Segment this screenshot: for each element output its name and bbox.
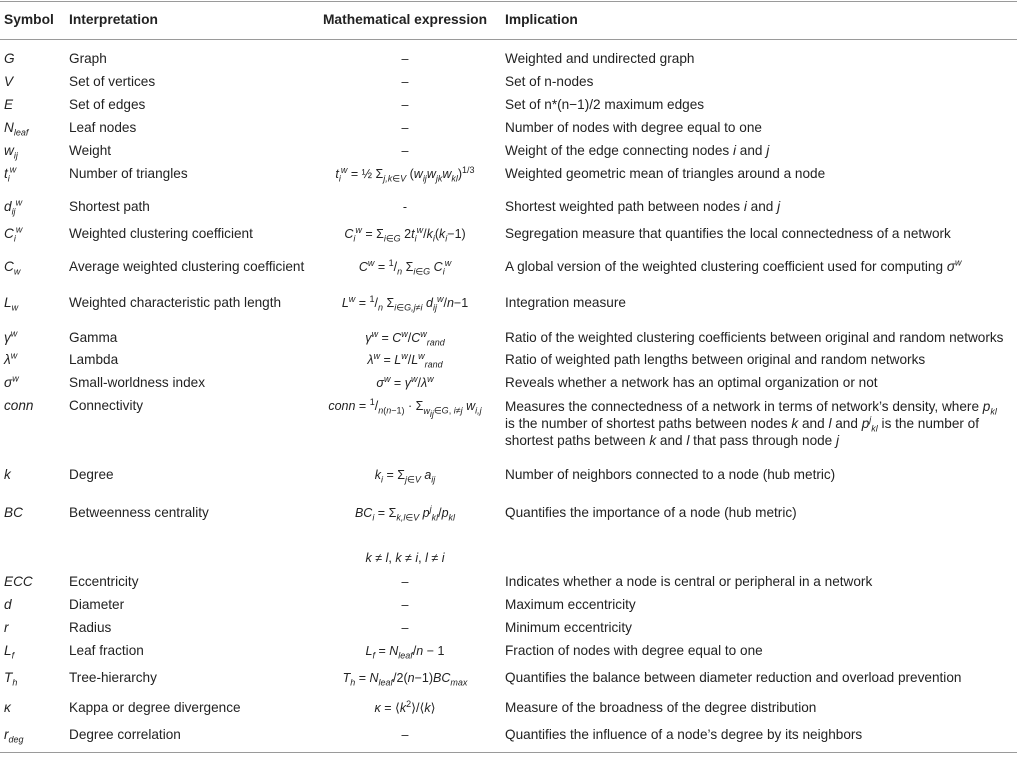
symbol-cell: $C_w$ bbox=[4, 259, 21, 277]
implication-cell: Number of nodes with degree equal to one bbox=[505, 120, 762, 135]
expression-conditions: k ≠ l, k ≠ i, l ≠ i bbox=[365, 551, 445, 565]
expression-cell: – bbox=[401, 121, 409, 135]
expression-cell: $C_i^w = \Sigma_{i\in G}$ $2t_i^w/k_i(k_i-1)$ bbox=[344, 224, 466, 244]
interpretation-cell: Degree bbox=[69, 467, 114, 482]
symbol-cell: r bbox=[4, 620, 9, 635]
interpretation-cell: Connectivity bbox=[69, 398, 144, 413]
interpretation-cell: Number of triangles bbox=[69, 166, 188, 181]
expression-cell: $k_i = \Sigma_{j\in V}$ $a_{ij}$ bbox=[374, 468, 436, 485]
symbol-cell: conn bbox=[4, 398, 34, 413]
symbol-cell: $N_{leaf}$ bbox=[4, 120, 29, 138]
implication-cell: Quantifies the influence of a node’s degree by its neighbors bbox=[505, 727, 863, 742]
symbol-cell: $\sigma^w$ bbox=[4, 373, 19, 390]
interpretation-cell: Weighted clustering coefficient bbox=[69, 226, 253, 241]
implication-cell: Minimum eccentricity bbox=[505, 620, 632, 635]
expression-cell: – bbox=[401, 75, 409, 89]
interpretation-cell: Set of vertices bbox=[69, 74, 156, 89]
implication-cell: Set of n*(n−1)/2 maximum edges bbox=[505, 97, 705, 112]
implication-cell: Fraction of nodes with degree equal to one bbox=[505, 643, 763, 658]
symbol-cell: $T_h$ bbox=[4, 670, 18, 688]
expression-cell: – bbox=[401, 144, 409, 158]
interpretation-cell: Small-worldness index bbox=[69, 375, 205, 390]
expression-cell: – bbox=[401, 728, 409, 742]
implication-cell: Integration measure bbox=[505, 295, 626, 310]
header-implication: Implication bbox=[505, 12, 578, 27]
expression-cell: - bbox=[402, 200, 408, 214]
interpretation-cell: Leaf fraction bbox=[69, 643, 144, 658]
implication-cell: A global version of the weighted clustering coefficient used for computing $\sigma^w$ bbox=[505, 257, 962, 274]
implication-cell: Ratio of the weighted clustering coefficients between original and random networks bbox=[505, 330, 1004, 345]
expression-cell: – bbox=[401, 98, 409, 112]
expression-cell: $\lambda^w = L^w/L^w_{rand}$ bbox=[367, 350, 443, 370]
header-interpretation: Interpretation bbox=[69, 12, 158, 27]
implication-cell: Shortest weighted path between nodes i and j bbox=[505, 199, 781, 214]
symbol-cell: $C_i^w$ bbox=[4, 224, 23, 244]
interpretation-cell: Weighted characteristic path length bbox=[69, 295, 282, 310]
symbol-cell: $L_f$ bbox=[4, 643, 15, 661]
interpretation-cell: Degree correlation bbox=[69, 727, 181, 742]
expression-cell: $\gamma^w = C^w/C^w_{rand}$ bbox=[365, 328, 445, 348]
symbol-cell: $L_w$ bbox=[4, 295, 19, 313]
implication-cell: Weighted geometric mean of triangles around a node bbox=[505, 166, 826, 181]
symbol-cell: κ bbox=[4, 700, 11, 715]
header-rule bbox=[0, 39, 1017, 40]
expression-cell: $t_i^w$ = ½ $\Sigma_{j,k\in V}$ $(w_{ij}w_{jk}w_{kl})^{1/3}$ bbox=[335, 164, 475, 184]
implication-cell: Segregation measure that quantifies the local connectedness of a network bbox=[505, 226, 951, 241]
implication-cell: Quantifies the balance between diameter reduction and overload prevention bbox=[505, 670, 962, 685]
expression-cell: conn = $^1/_{n(n-1)} \cdot \Sigma_{w_{ij}\in G, i\ne j}$ $w_{i,j}$ bbox=[328, 396, 482, 419]
symbol-cell: $w_{ij}$ bbox=[4, 143, 18, 161]
expression-cell: $L^w = ^1/_n$ $\Sigma_{i\in G,j\ne i}$ $d_{ij}^w/n-1$ bbox=[341, 293, 469, 313]
interpretation-cell: Shortest path bbox=[69, 199, 150, 214]
expression-cell: $L_f = N_{leaf}/n - 1$ bbox=[365, 644, 445, 661]
expression-cell: $BC_i = \Sigma_{k,l\in V}$ $p^j_{kl}/p_{kl}$ bbox=[354, 503, 456, 523]
implication-cell: Measures the connectedness of a network in terms of network’s density, where $p_{kl}$ is the number of shortest paths between nodes k and l and $p^j_{kl}$ is the number of shortest paths between k and l that pass through node j bbox=[505, 399, 997, 448]
implication-cell: Number of neighbors connected to a node (hub metric) bbox=[505, 467, 836, 482]
interpretation-cell: Set of edges bbox=[69, 97, 146, 112]
symbol-cell: V bbox=[4, 74, 14, 89]
symbol-cell: ECC bbox=[4, 574, 33, 589]
implication-cell: Weighted and undirected graph bbox=[505, 51, 695, 66]
interpretation-cell: Diameter bbox=[69, 597, 125, 612]
expression-cell: – bbox=[401, 621, 409, 635]
interpretation-cell: Weight bbox=[69, 143, 112, 158]
symbol-cell: $\gamma^w$ bbox=[4, 328, 18, 345]
interpretation-cell: Leaf nodes bbox=[69, 120, 137, 135]
symbol-cell: $\lambda^w$ bbox=[4, 350, 18, 367]
implication-cell: Ratio of weighted path lengths between original and random networks bbox=[505, 352, 926, 367]
header-symbol: Symbol bbox=[4, 12, 54, 27]
top-rule bbox=[0, 1, 1017, 2]
interpretation-cell: Betweenness centrality bbox=[69, 505, 209, 520]
interpretation-cell: Eccentricity bbox=[69, 574, 139, 589]
expression-cell: $\kappa = ⟨k^2⟩/⟨k⟩$ bbox=[374, 698, 436, 715]
interpretation-cell: Tree-hierarchy bbox=[69, 670, 157, 685]
expression-cell: – bbox=[401, 598, 409, 612]
expression-cell: $\sigma^w = \gamma^w/\lambda^w$ bbox=[376, 373, 434, 390]
implication-cell: Quantifies the importance of a node (hub metric) bbox=[505, 505, 797, 520]
symbol-cell: BC bbox=[4, 505, 23, 520]
interpretation-cell: Kappa or degree divergence bbox=[69, 700, 241, 715]
implication-cell: Weight of the edge connecting nodes i and j bbox=[505, 143, 770, 158]
symbol-cell: k bbox=[4, 467, 11, 482]
implication-cell: Maximum eccentricity bbox=[505, 597, 636, 612]
header-expression: Mathematical expression bbox=[322, 12, 488, 27]
symbol-cell: $t_i^w$ bbox=[4, 164, 17, 184]
interpretation-cell: Radius bbox=[69, 620, 112, 635]
expression-cell: – bbox=[401, 575, 409, 589]
implication-cell: Indicates whether a node is central or peripheral in a network bbox=[505, 574, 873, 589]
implication-cell: Reveals whether a network has an optimal organization or not bbox=[505, 375, 878, 390]
expression-cell: – bbox=[401, 52, 409, 66]
interpretation-cell: Lambda bbox=[69, 352, 119, 367]
symbol-cell: G bbox=[4, 51, 15, 66]
implication-cell: Measure of the broadness of the degree distribution bbox=[505, 700, 817, 715]
bottom-rule bbox=[0, 752, 1017, 753]
implication-cell: Set of n-nodes bbox=[505, 74, 594, 89]
symbol-cell: E bbox=[4, 97, 14, 112]
symbol-cell: $d_{ij}^w$ bbox=[4, 197, 23, 217]
symbol-cell: d bbox=[4, 597, 12, 612]
expression-cell: $C^w = ^1/_n$ $\Sigma_{i\in G}$ $C_i^w$ bbox=[358, 257, 452, 277]
interpretation-cell: Average weighted clustering coefficient bbox=[69, 259, 305, 274]
symbol-cell: $r_{deg}$ bbox=[4, 727, 24, 745]
interpretation-cell: Graph bbox=[69, 51, 107, 66]
expression-cell: $T_h = N_{leaf}/2(n-1)BC_{max}$ bbox=[342, 671, 468, 688]
interpretation-cell: Gamma bbox=[69, 330, 118, 345]
